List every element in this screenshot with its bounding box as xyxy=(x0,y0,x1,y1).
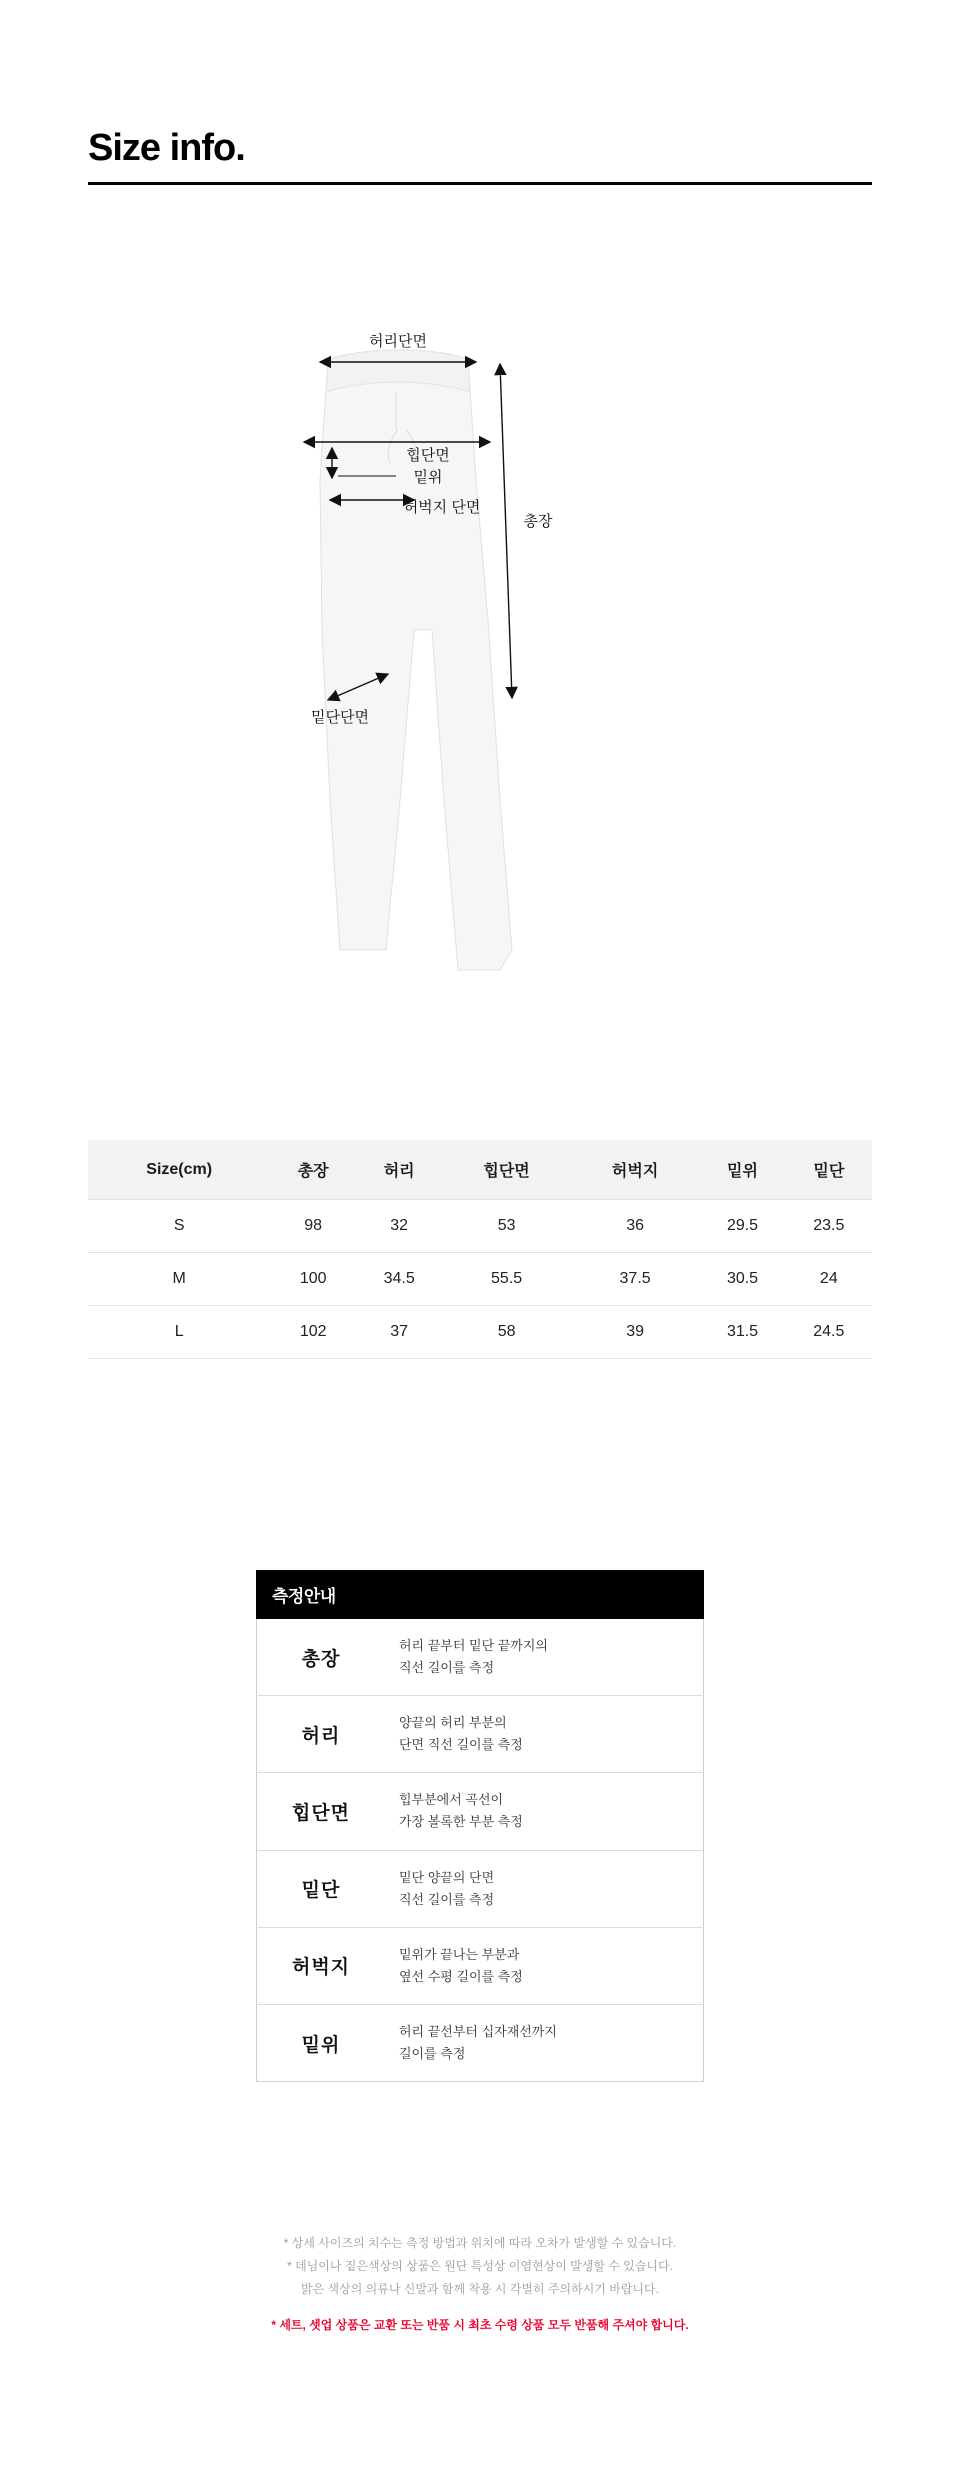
table-cell: 98 xyxy=(270,1200,356,1253)
guide-term: 밑위 xyxy=(301,2034,341,2056)
guide-description xyxy=(385,1773,704,1850)
page-title: Size info. xyxy=(88,127,245,169)
guide-table xyxy=(256,1619,704,2082)
table-cell: 24 xyxy=(786,1253,872,1306)
guide-desc-line: 힙부분에서 곡선이 xyxy=(399,1792,504,1808)
guide-desc-line: 가장 볼록한 부분 측정 xyxy=(399,1814,523,1830)
guide-term: 총장 xyxy=(301,1648,341,1670)
guide-term: 허벅지 xyxy=(291,1957,351,1979)
pants-diagram-svg xyxy=(200,330,760,1030)
column-header: 힙단면 xyxy=(442,1140,571,1200)
column-header: Size(cm) xyxy=(88,1140,270,1200)
table-cell: 58 xyxy=(442,1306,571,1359)
guide-desc-line: 허리 끝부터 밑단 끝까지의 xyxy=(399,1638,548,1653)
measurement-diagram xyxy=(0,330,960,1030)
guide-row xyxy=(257,1850,704,1927)
label-hem-section: 밑단단면 xyxy=(311,709,369,726)
table-cell: S xyxy=(88,1200,270,1253)
table-cell: 29.5 xyxy=(699,1200,785,1253)
guide-desc-line: 옆선 수평 길이를 측정 xyxy=(399,1968,523,1984)
table-cell: 55.5 xyxy=(442,1253,571,1306)
guide-desc-line: 직선 길이를 측정 xyxy=(399,1891,495,1907)
table-cell: 34.5 xyxy=(356,1253,442,1306)
guide-desc-line: 양끝의 허리 부분의 xyxy=(399,1715,507,1731)
size-table-body xyxy=(88,1200,872,1359)
column-header: 허벅지 xyxy=(571,1140,700,1200)
guide-description xyxy=(385,1927,704,2004)
table-cell: 23.5 xyxy=(786,1200,872,1253)
table-row xyxy=(88,1253,872,1306)
size-table-head xyxy=(88,1140,872,1200)
table-cell: 37.5 xyxy=(571,1253,700,1306)
guide-term: 힙단면 xyxy=(291,1802,351,1824)
footnote-line: * 데님이나 짙은색상의 상품은 원단 특성상 이염현상이 발생할 수 있습니다. xyxy=(287,2258,673,2273)
guide-row xyxy=(257,1696,704,1773)
label-waist-section: 허리단면 xyxy=(369,333,427,350)
guide-term: 밑단 xyxy=(301,1880,341,1902)
guide-title: 측정안내 xyxy=(256,1570,704,1619)
guide-row xyxy=(257,1619,704,1696)
table-cell: 100 xyxy=(270,1253,356,1306)
table-cell: 36 xyxy=(571,1200,700,1253)
footnote-line: * 상세 사이즈의 치수는 측정 방법과 위치에 따라 오차가 발생할 수 있습니다. xyxy=(283,2236,677,2250)
guide-desc-line: 길이를 측정 xyxy=(399,2046,466,2062)
table-cell: 39 xyxy=(571,1306,700,1359)
table-cell: 32 xyxy=(356,1200,442,1253)
pants-illustration xyxy=(320,350,512,970)
table-cell: 24.5 xyxy=(786,1306,872,1359)
size-table xyxy=(88,1140,872,1359)
column-header: 밑위 xyxy=(699,1140,785,1200)
guide-term: 허리 xyxy=(301,1725,341,1747)
guide-desc-line: 직선 길이를 측정 xyxy=(399,1660,495,1676)
table-cell: 31.5 xyxy=(699,1306,785,1359)
guide-description xyxy=(385,1696,704,1773)
label-total-length: 총장 xyxy=(523,513,553,530)
table-cell: 102 xyxy=(270,1306,356,1359)
guide-description xyxy=(385,1619,704,1696)
size-table-container xyxy=(88,1140,872,1359)
guide-description xyxy=(385,1850,704,1927)
measure-guide xyxy=(256,1570,704,2082)
total-length-measure-line xyxy=(500,364,512,698)
label-rise: 밑위 xyxy=(413,469,443,486)
footnote-line: 밝은 색상의 의류나 신발과 함께 착용 시 각별히 주의하시기 바랍니다. xyxy=(301,2281,659,2296)
guide-row xyxy=(257,1927,704,2004)
guide-desc-line: 밑위가 끝나는 부분과 xyxy=(399,1946,520,1962)
guide-row xyxy=(257,1773,704,1850)
table-header-row xyxy=(88,1140,872,1200)
table-cell: M xyxy=(88,1253,270,1306)
guide-row xyxy=(257,2004,704,2081)
label-thigh-section: 허벅지 단면 xyxy=(403,499,481,516)
table-cell: 30.5 xyxy=(699,1253,785,1306)
column-header: 총장 xyxy=(270,1140,356,1200)
guide-desc-line: 밑단 양끝의 단면 xyxy=(399,1869,495,1885)
table-cell: 53 xyxy=(442,1200,571,1253)
guide-description xyxy=(385,2004,704,2081)
column-header: 허리 xyxy=(356,1140,442,1200)
table-row xyxy=(88,1306,872,1359)
table-cell: L xyxy=(88,1306,270,1359)
footnote-warning: * 세트, 셋업 상품은 교환 또는 반품 시 최초 수령 상품 모두 반품해 주셔야 합니다. xyxy=(271,2318,689,2333)
page-header xyxy=(88,128,872,185)
table-row xyxy=(88,1200,872,1253)
guide-desc-line: 허리 끝선부터 십자재선까지 xyxy=(399,2023,557,2039)
label-hip-section: 힙단면 xyxy=(406,447,450,464)
table-cell: 37 xyxy=(356,1306,442,1359)
header-divider xyxy=(88,182,872,185)
footnotes xyxy=(0,2232,960,2337)
guide-desc-line: 단면 직선 길이를 측정 xyxy=(399,1737,523,1753)
column-header: 밑단 xyxy=(786,1140,872,1200)
